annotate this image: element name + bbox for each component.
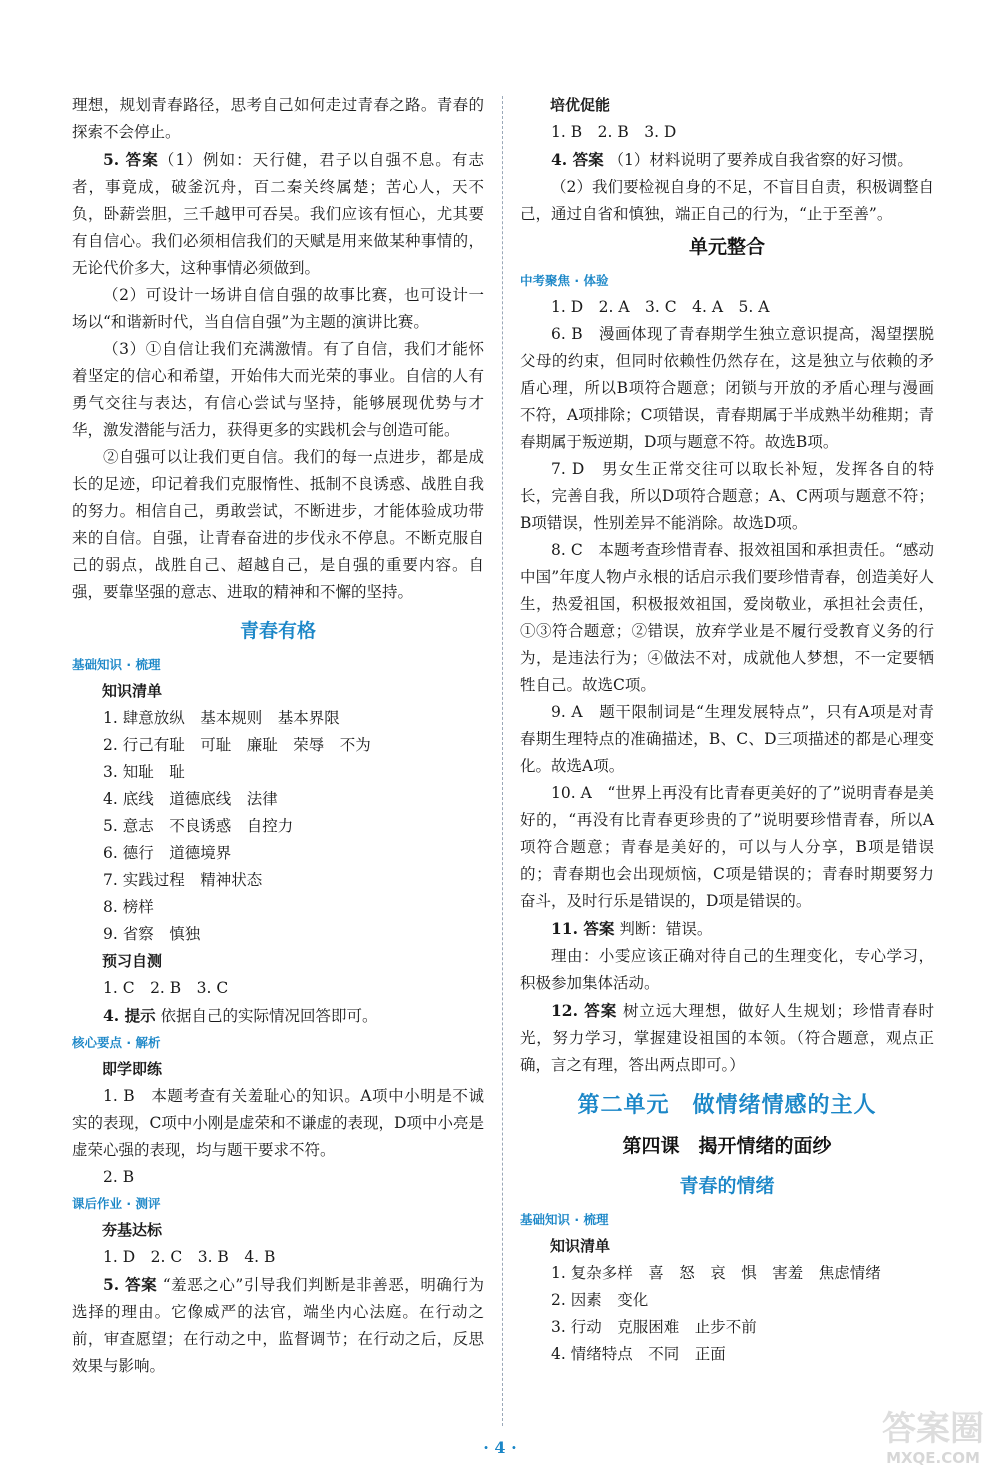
exam-answer-11-reason: 理由：小雯应该正确对待自己的生理变化，专心学习，积极参加集体活动。 xyxy=(520,947,934,992)
answer-label: 12. 答案 xyxy=(551,1001,618,1020)
advanced-answers: 1. B 2. B 3. D xyxy=(551,123,677,141)
list-item: 1. 复杂多样 喜 怒 哀 惧 害羞 焦虑情绪 xyxy=(551,1264,881,1282)
answer-label: 5. 答案 xyxy=(103,150,159,169)
tag-hexin-yaodian: 核心要点 · 解析 xyxy=(72,1035,161,1050)
list-item: 4. 情绪特点 不同 正面 xyxy=(551,1345,726,1363)
list-item: 2. 行己有耻 可耻 廉耻 荣辱 不为 xyxy=(103,736,371,754)
subheading-zhishi-qingdan-2: 知识清单 xyxy=(550,1237,611,1255)
answer-text: （1）例如：天行健，君子以自强不息。有志者，事竟成，破釜沉舟，百二秦关终属楚；苦心人，天不负，卧薪尝胆，三千越甲可吞吴。我们应该有恒心，尤其要有自信心。我们必须相信我们的天赋是用来做某种事情的，无论代价多大，这种事情必须做到。 xyxy=(72,151,484,277)
practice-answer-1: 1. B 本题考查有关羞耻心的知识。A项中小明是不诚实的表现，C项中小刚是虚荣和不谦虚的表现，D项中小亮是虚荣心强的表现，均与题干要求不符。 xyxy=(72,1087,484,1159)
list-item: 4. 底线 道德底线 法律 xyxy=(103,790,278,808)
section-title-danyuan-zhenghe: 单元整合 xyxy=(688,236,765,258)
basic-answers: 1. D 2. C 3. B 4. B xyxy=(103,1248,276,1266)
exam-answer-6: 6. B 漫画体现了青春期学生独立意识提高，渴望摆脱父母的约束，但同时依赖性仍然存在，这是独立与依赖的矛盾心理，所以B项符合题意；闭锁与开放的矛盾心理与漫画不符，A项排除；C项错误，青春期属于半成熟半幼稚期；青春期属于叛逆期，D项与题意不符。故选B项。 xyxy=(520,325,934,451)
watermark-big-text: 答案圈 xyxy=(882,1409,984,1449)
exam-answer-12 xyxy=(520,997,934,1079)
column-divider xyxy=(502,96,503,1426)
watermark-url: MXQE.COM xyxy=(886,1449,980,1467)
tip-text: 依据自己的实际情况回答即可。 xyxy=(160,1007,378,1025)
section-title-qingchun-youge: 青春有格 xyxy=(239,620,316,642)
subheading-hangji-dabiao: 夯基达标 xyxy=(102,1221,163,1239)
continued-paragraph: 理想，规划青春路径，思考自己如何走过青春之路。青春的探索不会停止。 xyxy=(72,96,484,141)
answer-text: 树立远大理想，做好人生规划；珍惜青春时光，努力学习，掌握建设祖国的本领。（符合题意，观点正确，言之有理，答出两点即可。） xyxy=(520,1002,934,1074)
list-item: 5. 意志 不良诱惑 自控力 xyxy=(103,817,294,835)
subheading-peiyou-cuneng: 培优促能 xyxy=(550,96,611,114)
right-column xyxy=(520,92,934,1368)
answer-label: 4. 答案 xyxy=(551,150,604,169)
section-title-qingchun-qingxu: 青春的情绪 xyxy=(679,1175,775,1197)
answer-label: 11. 答案 xyxy=(551,919,615,938)
subheading-jixue-jilian: 即学即练 xyxy=(102,1060,163,1078)
preview-tip xyxy=(72,1002,484,1030)
practice-answer-2: 2. B xyxy=(103,1168,135,1186)
list-item: 6. 德行 道德境界 xyxy=(103,844,232,862)
basic-answer-5 xyxy=(72,1271,484,1380)
list-item: 1. 肆意放纵 基本规则 基本界限 xyxy=(103,709,340,727)
preview-answers: 1. C 2. B 3. C xyxy=(103,979,229,997)
exam-answers: 1. D 2. A 3. C 4. A 5. A xyxy=(551,298,770,316)
exam-answer-9: 9. A 题干限制词是“生理发展特点”，只有A项是对青春期生理特点的准确描述，B、C、D三项描述的都是心理变化。故选A项。 xyxy=(520,703,934,775)
list-item: 9. 省察 慎独 xyxy=(103,925,201,943)
subheading-yuxi-zice: 预习自测 xyxy=(102,952,163,970)
list-item: 2. 因素 变化 xyxy=(551,1291,649,1309)
tip-label: 4. 提示 xyxy=(103,1006,156,1025)
exam-answer-8: 8. C 本题考查珍惜青春、报效祖国和承担责任。“感动中国”年度人物卢永根的话启示我们要珍惜青春，创造美好人生，热爱祖国，积极报效祖国，爱岗敬业，承担社会责任，①③符合题意；②错误，放弃学业是不履行受教育义务的行为，是违法行为；④做法不对，成就他人梦想，不一定要牺牲自己。故选C项。 xyxy=(520,541,934,694)
answer-text: 判断：错误。 xyxy=(619,920,713,938)
page-number: · 4 · xyxy=(483,1438,517,1457)
answer-5-part2: （2）可设计一场讲自信自强的故事比赛，也可设计一场以“和谐新时代，当自信自强”为主题的演讲比赛。 xyxy=(72,286,484,331)
advanced-answer-4 xyxy=(520,146,934,174)
tag-kehou-zuoye: 课后作业 · 测评 xyxy=(72,1196,161,1211)
list-item: 8. 榜样 xyxy=(103,898,154,916)
watermark-logo xyxy=(878,1409,988,1473)
tag-jichu-zhishi: 基础知识 · 梳理 xyxy=(72,657,161,672)
answer-5-part3b: ②自强可以让我们更自信。我们的每一点进步，都是成长的足迹，印记着我们克服惰性、抵制不良诱惑、战胜自我的努力。相信自己，勇敢尝试，不断进步，才能体验成功带来的自信。自强，让青春奋进的步伐永不停息。不断克服自己的弱点，战胜自己、超越自己，是自强的重要内容。自强，要靠坚强的意志、进取的精神和不懈的坚持。 xyxy=(72,448,484,601)
answer-5-part3a: （3）①自信让我们充满激情。有了自信，我们才能怀着坚定的信心和希望，开始伟大而光荣的事业。自信的人有勇气交往与表达，有信心尝试与坚持，能够展现优势与才华，激发潜能与活力，获得更多的实践机会与创造可能。 xyxy=(72,340,484,439)
advanced-answer-4-part2: （2）我们要检视自身的不足，不盲目自责，积极调整自己，通过自省和慎独，端正自己的行为，“止于至善”。 xyxy=(520,178,934,223)
tag-jichu-zhishi-2: 基础知识 · 梳理 xyxy=(520,1212,609,1227)
subheading-zhishi-qingdan: 知识清单 xyxy=(102,682,163,700)
exam-answer-10: 10. A “世界上再没有比青春更美好的了”说明青春是美好的，“再没有比青春更珍贵的了”说明要珍惜青春，所以A项符合题意；青春是美好的，可以与人分享，B项是错误的；青春期也会出现烦恼，C项是错误的；青春时期要努力奋斗，及时行乐是错误的，D项是错误的。 xyxy=(520,784,934,910)
answer-text: “羞恶之心”引导我们判断是非善恶，明确行为选择的理由。它像威严的法官，端坐内心法庭。在行动之前，审查愿望；在行动之中，监督调节；在行动之后，反思效果与影响。 xyxy=(72,1276,484,1375)
lesson-title: 第四课 揭开情绪的面纱 xyxy=(622,1135,832,1157)
exam-answer-11 xyxy=(520,915,934,943)
list-item: 3. 行动 克服困难 止步不前 xyxy=(551,1318,757,1336)
answer-5 xyxy=(72,146,484,282)
list-item: 7. 实践过程 精神状态 xyxy=(103,871,263,889)
answer-text: （1）材料说明了要养成自我省察的好习惯。 xyxy=(608,151,913,169)
tag-zhongkao-jujiao: 中考聚焦 · 体验 xyxy=(520,273,609,288)
unit-title: 第二单元 做情绪情感的主人 xyxy=(577,1093,877,1118)
left-column xyxy=(72,92,484,1380)
list-item: 3. 知耻 耻 xyxy=(103,763,185,781)
exam-answer-7: 7. D 男女生正常交往可以取长补短，发挥各自的特长，完善自我，所以D项符合题意；A、C两项与题意不符；B项错误，性别差异不能消除。故选D项。 xyxy=(520,460,934,532)
answer-label: 5. 答案 xyxy=(103,1275,158,1294)
